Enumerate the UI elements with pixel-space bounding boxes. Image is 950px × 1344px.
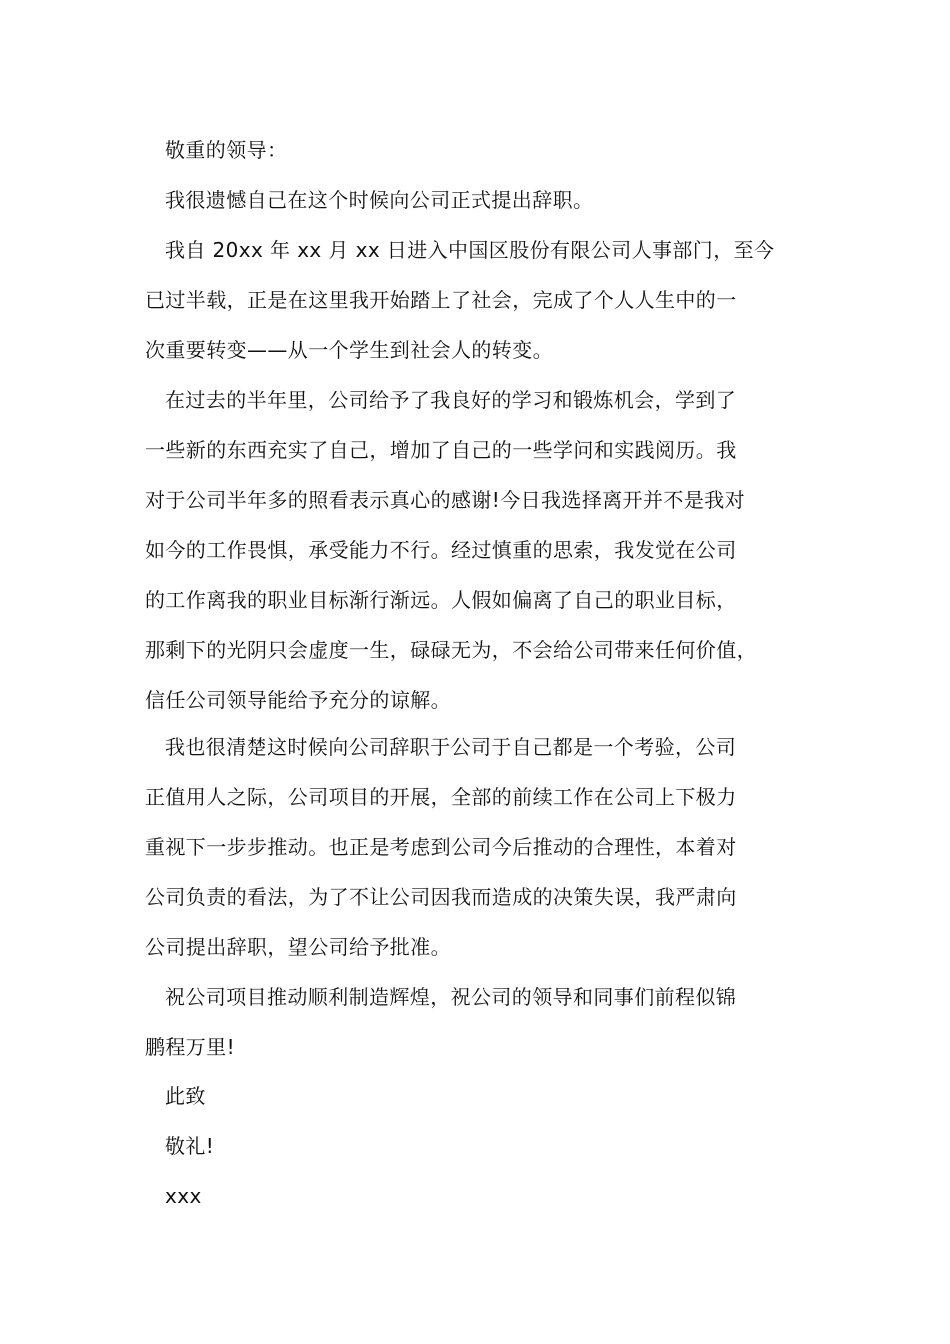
paragraph-1-line: 我自 20xx 年 xx 月 xx 日进入中国区股份有限公司人事部门，至今 [165, 238, 775, 262]
paragraph-4 [145, 972, 736, 1072]
paragraph-4-line: 祝公司项目推动顺利制造辉煌，祝公司的领导和同事们前程似锦 [165, 985, 737, 1009]
paragraph-2-line: 信任公司领导能给予充分的谅解。 [145, 688, 451, 712]
paragraph-2-line: 对于公司半年多的照看表示真心的感谢!今日我选择离开并不是我对 [145, 488, 746, 512]
paragraph-3 [145, 722, 737, 972]
paragraph-3-line: 正值用人之际，公司项目的开展，全部的前续工作在公司上下极力 [145, 785, 737, 809]
salutation: 敬重的领导： [165, 138, 288, 162]
paragraph-1 [145, 225, 774, 375]
paragraph-2 [145, 375, 757, 725]
closing-line-2: 敬礼! [165, 1134, 215, 1158]
paragraph-2-line: 在过去的半年里，公司给予了我良好的学习和锻炼机会，学到了 [165, 388, 737, 412]
signature: xxx [165, 1184, 202, 1208]
paragraph-3-line: 我也很清楚这时候向公司辞职于公司于自己都是一个考验，公司 [165, 735, 737, 759]
paragraph-4-line: 鹏程万里! [145, 1035, 236, 1059]
paragraph-2-line: 那剩下的光阴只会虚度一生，碌碌无为，不会给公司带来任何价值， [145, 638, 757, 662]
paragraph-3-line: 公司负责的看法，为了不让公司因我而造成的决策失误，我严肃向 [145, 885, 737, 909]
opening-sentence: 我很遗憾自己在这个时候向公司正式提出辞职。 [165, 188, 594, 212]
paragraph-2-line: 的工作离我的职业目标渐行渐远。人假如偏离了自己的职业目标， [145, 588, 737, 612]
paragraph-2-line: 一些新的东西充实了自己，增加了自己的一些学问和实践阅历。我 [145, 438, 737, 462]
paragraph-1-line: 已过半载，正是在这里我开始踏上了社会，完成了个人人生中的一 [145, 288, 737, 312]
paragraph-1-line: 次重要转变——从一个学生到社会人的转变。 [145, 338, 553, 362]
paragraph-2-line: 如今的工作畏惧，承受能力不行。经过慎重的思索，我发觉在公司 [145, 538, 737, 562]
paragraph-3-line: 公司提出辞职，望公司给予批准。 [145, 935, 451, 959]
paragraph-3-line: 重视下一步步推动。也正是考虑到公司今后推动的合理性，本着对 [145, 835, 737, 859]
closing-line-1: 此致 [165, 1084, 206, 1108]
